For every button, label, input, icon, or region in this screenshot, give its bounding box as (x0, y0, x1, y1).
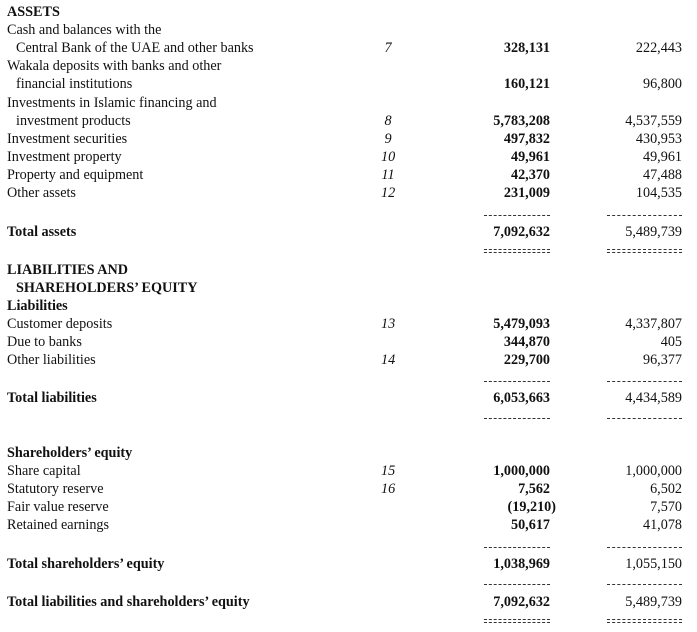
line-item (0, 39, 697, 57)
current-value: 344,870 (503, 334, 550, 350)
current-total: 7,092,632 (493, 224, 550, 240)
double-rule (607, 249, 682, 253)
line-item (0, 166, 697, 184)
current-value: 7,562 (518, 481, 550, 497)
note-ref: 11 (381, 167, 395, 183)
line-item-label: Fair value reserve (7, 499, 109, 515)
total-label: Total shareholders’ equity (7, 556, 165, 572)
line-item-label: Other assets (7, 185, 76, 201)
line-item-label: Central Bank of the UAE and other banks (16, 40, 254, 56)
previous-value: 222,443 (635, 40, 682, 56)
equity-heading: Shareholders’ equity (7, 445, 133, 461)
previous-value: 405 (660, 334, 682, 350)
previous-value: 49,961 (642, 149, 682, 165)
current-grand-total: 7,092,632 (493, 594, 550, 610)
total-row (0, 389, 697, 407)
subtotal-rule (484, 584, 550, 585)
line-item (0, 462, 697, 480)
double-rule (607, 619, 682, 623)
assets-heading-row (0, 3, 697, 21)
note-ref: 10 (381, 149, 396, 165)
assets-heading: ASSETS (7, 4, 60, 20)
previous-value: 6,502 (650, 481, 682, 497)
subtotal-rule (484, 215, 550, 216)
section-heading-row (0, 279, 697, 297)
current-value: 229,700 (503, 352, 550, 368)
section-heading: SHAREHOLDERS’ EQUITY (16, 280, 198, 296)
line-item-label: Investments in Islamic financing and (7, 95, 217, 111)
line-item (0, 148, 697, 166)
previous-total: 1,055,150 (625, 556, 682, 572)
line-item-label: Statutory reserve (7, 481, 104, 497)
total-row (0, 223, 697, 241)
line-item (0, 351, 697, 369)
line-item-label: investment products (16, 113, 131, 129)
subsection-heading-row (0, 444, 697, 462)
previous-grand-total: 5,489,739 (625, 594, 682, 610)
previous-value: 96,800 (642, 76, 682, 92)
previous-total: 5,489,739 (625, 224, 682, 240)
previous-value: 7,570 (650, 499, 682, 515)
grand-total-label: Total liabilities and shareholders’ equity (7, 594, 250, 610)
note-ref: 16 (381, 481, 396, 497)
note-ref: 12 (381, 185, 396, 201)
double-rule (484, 619, 550, 623)
current-value: 5,783,208 (493, 113, 550, 129)
grand-total-row (0, 593, 697, 611)
line-item-label: Share capital (7, 463, 81, 479)
current-value: 5,479,093 (493, 316, 550, 332)
note-ref: 13 (381, 316, 396, 332)
current-value: 328,131 (503, 40, 550, 56)
line-item (0, 57, 697, 75)
previous-value: 47,488 (642, 167, 682, 183)
subtotal-rule (607, 381, 682, 382)
line-item-label: Customer deposits (7, 316, 113, 332)
line-item (0, 184, 697, 202)
current-value: 497,832 (503, 131, 550, 147)
current-total: 1,038,969 (493, 556, 550, 572)
note-ref: 15 (381, 463, 396, 479)
line-item (0, 516, 697, 534)
line-item-label: financial institutions (16, 76, 133, 92)
current-value: 1,000,000 (493, 463, 550, 479)
subtotal-rule (607, 215, 682, 216)
line-item-label: Investment property (7, 149, 122, 165)
line-item-label: Other liabilities (7, 352, 96, 368)
line-item-label: Property and equipment (7, 167, 144, 183)
line-item (0, 112, 697, 130)
current-value: 160,121 (503, 76, 550, 92)
note-ref: 14 (381, 352, 396, 368)
note-ref: 8 (384, 113, 392, 129)
current-total: 6,053,663 (493, 390, 550, 406)
subtotal-rule (607, 584, 682, 585)
note-ref: 7 (384, 40, 392, 56)
total-row (0, 555, 697, 573)
note-ref: 9 (384, 131, 392, 147)
line-item-label: Cash and balances with the (7, 22, 162, 38)
total-label: Total liabilities (7, 390, 97, 406)
subtotal-rule (607, 418, 682, 419)
previous-value: 96,377 (642, 352, 682, 368)
current-value: 231,009 (503, 185, 550, 201)
subtotal-rule (484, 381, 550, 382)
liabilities-heading: Liabilities (7, 298, 68, 314)
double-rule (484, 249, 550, 253)
previous-value: 4,337,807 (625, 316, 682, 332)
previous-total: 4,434,589 (625, 390, 682, 406)
line-item (0, 75, 697, 93)
current-value: 50,617 (510, 517, 550, 533)
line-item (0, 333, 697, 351)
previous-value: 41,078 (642, 517, 682, 533)
current-value: 42,370 (510, 167, 550, 183)
subtotal-rule (607, 547, 682, 548)
subtotal-rule (484, 547, 550, 548)
line-item (0, 498, 697, 516)
subsection-heading-row (0, 297, 697, 315)
line-item-label: Retained earnings (7, 517, 110, 533)
current-value: 49,961 (510, 149, 550, 165)
line-item-label: Wakala deposits with banks and other (7, 58, 222, 74)
previous-value: 430,953 (635, 131, 682, 147)
section-heading: LIABILITIES AND (7, 262, 129, 278)
line-item (0, 94, 697, 112)
total-label: Total assets (7, 224, 77, 240)
previous-value: 104,535 (635, 185, 682, 201)
current-value: (19,210) (507, 499, 556, 515)
line-item (0, 315, 697, 333)
line-item (0, 480, 697, 498)
section-heading-row (0, 261, 697, 279)
previous-value: 1,000,000 (625, 463, 682, 479)
line-item-label: Due to banks (7, 334, 82, 350)
line-item-label: Investment securities (7, 131, 128, 147)
line-item (0, 130, 697, 148)
subtotal-rule (484, 418, 550, 419)
line-item (0, 21, 697, 39)
previous-value: 4,537,559 (625, 113, 682, 129)
